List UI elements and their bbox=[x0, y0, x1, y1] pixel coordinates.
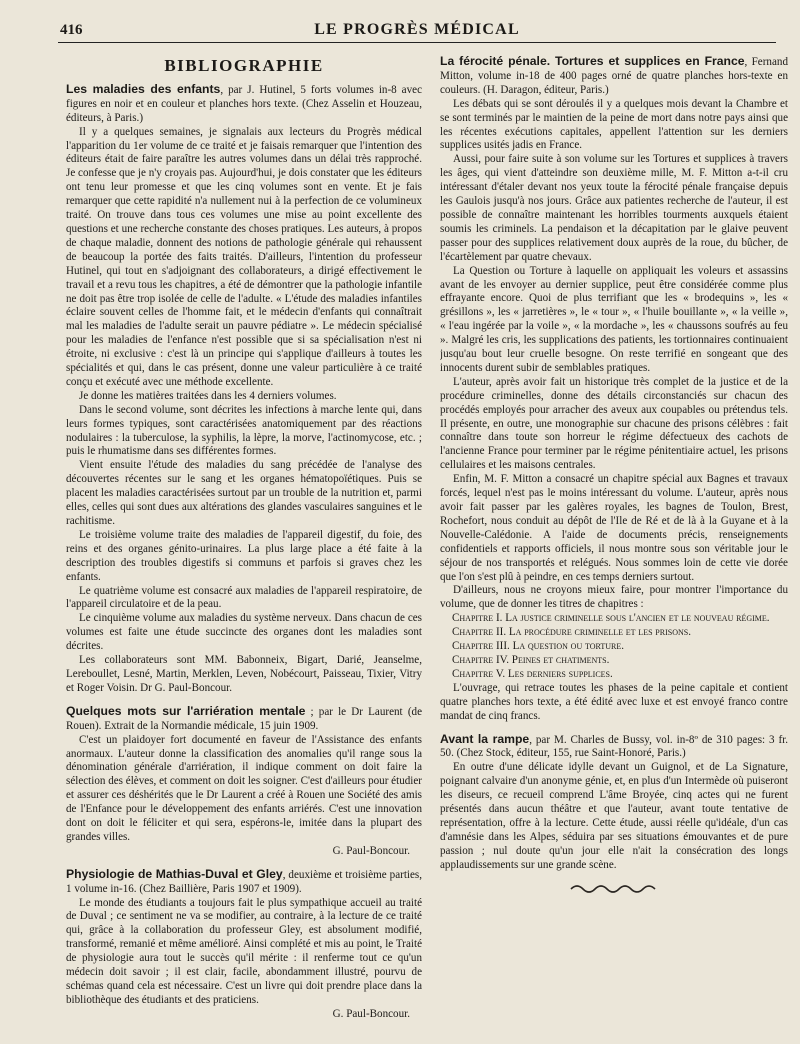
entry-paragraph: C'est un plaidoyer fort documenté en faveur de l'Assistance des enfants anormaux. L'auteur donne la classification des anomalies qu'il range sous la dénomination générale d'arriération, il indique comment on doit faire la sélection des élèves, et comment on doit les soigner. C'est d'ailleurs pour étudier et assurer ces déshérités que le Dr Laurent a créé à Rouen une Société des amis de l'Enfance pour le développement des enfants arriérés. C'est une innovation dont on doit le féliciter et qui sera, espérons-le, imitée dans la plupart des grandes villes. bbox=[66, 733, 422, 843]
entry-paragraph: D'ailleurs, nous ne croyons mieux faire, pour montrer l'importance du volume, que de donner les titres de chapitres : bbox=[440, 584, 788, 611]
entry-paragraph: Enfin, M. F. Mitton a consacré un chapitre spécial aux Bagnes et travaux forcés, lequel n'est pas le moins intéressant du volume. L'auteur, après nous avoir fait passer par les galères royales, les bagnes de Toulon, Brest, Rochefort, nous conduit au dépôt de l'Ile de Ré et de là à la Guyane et à la Nouvelle-Calédonie. A l'aide de documents précis, renseignements confidentiels et rapports officiels, il nous montre sous son véritable jour le séjour de nos transportés et relégués. Nous sommes loin de cette vie dorée que l'on s'est plû à peindre, en ces temps derniers surtout. bbox=[440, 473, 788, 583]
running-header bbox=[58, 20, 776, 43]
entry-paragraph: L'auteur, après avoir fait un historique très complet de la justice et de la procédure criminelles, donne des détails circonstanciés sur chacun des procédés employés pour arracher des aveux aux coupables ou prétendus tels. Il présente, en outre, une monographie sur chacune des prisons célèbres : fait connaître dans toute son horreur le régime défectueux des cachots de l'ancienne France pour terminer par le régime pénitentiaire actuel, les prisons cellulaires et les maisons centrales. bbox=[440, 375, 788, 472]
entry-heading bbox=[440, 55, 788, 98]
entry-paragraph: Les débats qui se sont déroulés il y a quelques mois devant la Chambre et se sont terminés par le maintien de la peine de mort dans notre pays ainsi que les récentes exécutions capitales, appellent l'attention sur les derniers supplices usités jadis en France. bbox=[440, 97, 788, 152]
entry-paragraph: Il y a quelques semaines, je signalais aux lecteurs du Progrès médical l'apparition du 1er volume de ce traité et je faisais remarquer que l'intention des éditeurs était de faire paraître les autres volumes dans un délai très rapproché. Je confesse que je n'y croyais pas. Aujourd'hui, je dois constater que les éditeurs ont tenu leur promesse et que les cinq volumes sont en vente. Et je fais remarquer que cette rapidité n'a nullement nui à la perfection de ce volumineux traité. On trouve dans tous ces volumes une mise au point excellente des questions et une recherche constante des choses pratiques. Les auteurs, à propos de chaque maladie, donnent des notions de pathologie générale qui rehaussent de beaucoup la portée des faits traités. D'ailleurs, l'intention du professeur Hutinel, qui tout en s'adjoignant des collaborateurs, a dirigé effectivement le travail et a revu tous les chapitres, a été de démontrer que la pathologie infantile ne doit pas être trop isolée de celle de l'adulte. « L'étude des maladies infantiles éclaire souvent celles de l'homme fait, et le médecin d'enfants qui connaîtrait mal les maladies de l'adulte serait un pauvre pédiatre ». Le médecin spécialisé pour les maladies de l'enfance n'est possible que si sa spécialisation n'est ni étroite, ni exclusive : c'est là un principe qui s'applique d'ailleurs à toutes les spécialités et qui, dans le cas présent, donne une valeur particulière à ce traité conçu et exécuté avec une méthode excellente. bbox=[66, 125, 422, 388]
section-title: BIBLIOGRAPHIE bbox=[164, 56, 324, 75]
entry-paragraph: Aussi, pour faire suite à son volume sur les Tortures et supplices à travers les âges, qui vient d'atteindre son deuxième mille, M. F. Mitton a-t-il cru intéressant d'étaler devant nos yeux toute la férocité pénale française depuis les Gaulois jusqu'à nos jours. Grâce aux patientes recherche de l'auteur, il est possible de connaître maintenant les horribles tourments auxquels étaient soumis les criminels. La pendaison et la décapitation par le glaive peuvent passer pour des supplices relativement doux auprès de la roue, du bûcher, de l'écartèlement par quatre chevaux. bbox=[440, 153, 788, 263]
entry-paragraph: L'ouvrage, qui retrace toutes les phases de la peine capitale et contient quatre planches hors texte, a été édité avec luxe et est envoyé franco contre mandat de cinq francs. bbox=[440, 681, 788, 722]
entry-title: Avant la rampe bbox=[440, 731, 530, 746]
entry-signature: G. Paul-Boncour. bbox=[332, 844, 410, 857]
entry-paragraph: Le cinquième volume aux maladies du système nerveux. Dans chacun de ces volumes est faite une étude succincte des organes dont les maladies sont décrites. bbox=[66, 612, 422, 653]
entry-meta: , 5 forts volumes in-8 avec figures en noir et en couleur et planches hors texte. (Chez Asselin et Houzeau, éditeurs, à Paris.) bbox=[66, 83, 422, 124]
entry-paragraph: Dans le second volume, sont décrites les infections à marche lente qui, dans leurs formes typiques, sont caractérisées anatomiquement par des réactions nodulaires : la tuberculose, la syphilis, la lèpre, la morve, l'actinomycose, etc. ; puis le rhumatisme dans ses différentes formes. bbox=[66, 403, 422, 458]
entry-paragraph: Les collaborateurs sont MM. Babonneix, Bigart, Darié, Jeanselme, Lereboullet, Lesné, Martin, Merklen, Leven, Nobécourt, Paisseau, Tixier, Vitry et Roger Voisin. Dr G. Paul-Boncour. bbox=[66, 654, 422, 694]
entry-title: La férocité pénale. Tortures et supplices en France bbox=[440, 54, 745, 68]
entry-heading bbox=[440, 733, 788, 762]
entry-meta: , vol. in-8º de 310 pages: 3 fr. 50. (Chez Stock, éditeur, 155, rue Saint-Honoré, Paris.) bbox=[440, 733, 788, 760]
left-column bbox=[66, 46, 422, 1031]
entry-meta: , volume in-18 de 400 pages orné de quatre planches hors-texte en couleurs. (H. Daragon, éditeur, Paris.) bbox=[440, 69, 788, 96]
entry-title: Quelques mots sur l'arriération mentale bbox=[66, 703, 306, 718]
entry-paragraph: En outre d'une délicate idylle devant un Guignol, et de La Signature, poignant calvaire d'un anonyme génie, et, en plus d'un Intermède où puiseront les diseurs, ce recueil comprend L'âme Broyée, cinq actes qui ne furent présentés dans aucun théâtre et que l'auteur, avant toute tentative de représentation, offre à la lecture. Cette étude, aussi réelle qu'idéale, d'un cas d'amnésie dans les Alpes, séduira par ses situations émouvantes et de pure passion ; nul doute qu'un jour elle n'ait la consécration des longs applaudissements sur une grande scène. bbox=[440, 761, 788, 871]
entry-title: Physiologie de Mathias-Duval et Gley bbox=[66, 866, 283, 881]
entry-heading bbox=[66, 83, 422, 126]
entry-paragraph: Le troisième volume traite des maladies de l'appareil digestif, du foie, des reins et des organes génito-urinaires. La plus large place a été faite à la description des troubles digestifs si communs et parfois si graves chez les enfants. bbox=[66, 528, 422, 583]
entry-paragraph: Je donne les matières traitées dans les 4 derniers volumes. bbox=[79, 389, 337, 402]
entry-author: , par J. Hutinel bbox=[220, 83, 293, 96]
right-column bbox=[440, 46, 788, 1031]
entry-paragraph: Le quatrième volume est consacré aux maladies de l'appareil respiratoire, de l'appareil circulatoire et de la peau. bbox=[66, 584, 422, 611]
chapter-item: Chapitre II. La procédure criminelle et les prisons. bbox=[452, 626, 691, 639]
entry-author: , par M. Charles de Bussy bbox=[529, 733, 650, 746]
chapter-item: Chapitre IV. Peines et chatiments. bbox=[452, 653, 610, 666]
running-title: LE PROGRÈS MÉDICAL bbox=[314, 21, 520, 38]
entry-meta: , deuxième et troisième parties, 1 volume in-16. (Chez Baillière, Paris 1907 et 1909). bbox=[66, 868, 422, 895]
chapter-list bbox=[440, 612, 788, 682]
chapter-item: Chapitre V. Les derniers supplices. bbox=[452, 667, 613, 680]
entry-paragraph: La Question ou Torture à laquelle on appliquait les voleurs et assassins avant de les envoyer au dernier supplice, peut être considérée comme plus effrayante encore. Quoi de plus terrifiant que les « brodequins », les « grésillons », les « jarretières », le « tour », « l'huile bouillante », « la veille », « l'eau ingérée par la voile », « la mordache », les « chaussons soufrés au feu ». Malgré les cris, les supplications des patients, les tortionnaires continuaient jusqu'au bout leur cruelle besogne. On reste terrifié en songeant que des innocents durent subir de semblables pratiques. bbox=[440, 264, 788, 374]
entry-signature: G. Paul-Boncour. bbox=[332, 1007, 410, 1020]
entry-meta: (de Rouen). Extrait de la Normandie médicale, 15 juin 1909. bbox=[66, 705, 422, 732]
entry-title: Les maladies des enfants bbox=[66, 81, 221, 96]
ornament-divider bbox=[440, 883, 788, 900]
entry-heading bbox=[66, 705, 422, 734]
entry-author: ; par le Dr Laurent bbox=[305, 705, 403, 718]
page-number: 416 bbox=[60, 22, 83, 38]
chapter-item: Chapitre III. La question ou torture. bbox=[452, 640, 625, 653]
entry-paragraph: Vient ensuite l'étude des maladies du sang précédée de l'analyse des découvertes récentes sur le sang et les organes hématopoïétiques. Puis se placent les maladies caractérisées surtout par un trouble de la nutrition et, parmi elles, celles qui sont dues aux altérations des glandes vasculaires sanguines et le rachitisme. bbox=[66, 459, 422, 527]
wave-ornament-icon bbox=[569, 883, 659, 895]
chapter-item: Chapitre I. La justice criminelle sous l'ancien et le nouveau régime. bbox=[452, 612, 770, 625]
entry-author: , Fernand Mitton bbox=[440, 56, 788, 82]
entry-paragraph: Le monde des étudiants a toujours fait le plus sympathique accueil au traité de Duval ; ce sentiment ne va se modifier, au contraire, à la lecture de ce traité qui, grâce à la collaboration du professeur Gley, est absolument modifié, transformé, remanié et même amélioré. Ainsi complété et mis au point, le Traité de physiologie aura tout le succès qu'il mérite : il renferme tout ce qu'un médecin doit savoir ; il est clair, facile, abondamment illustré, pourvu de schémas quand cela est nécessaire. C'est un livre qui doit prendre place dans la bibliothèque des étudiants et des praticiens. bbox=[66, 896, 422, 1006]
entry-heading bbox=[66, 868, 422, 897]
